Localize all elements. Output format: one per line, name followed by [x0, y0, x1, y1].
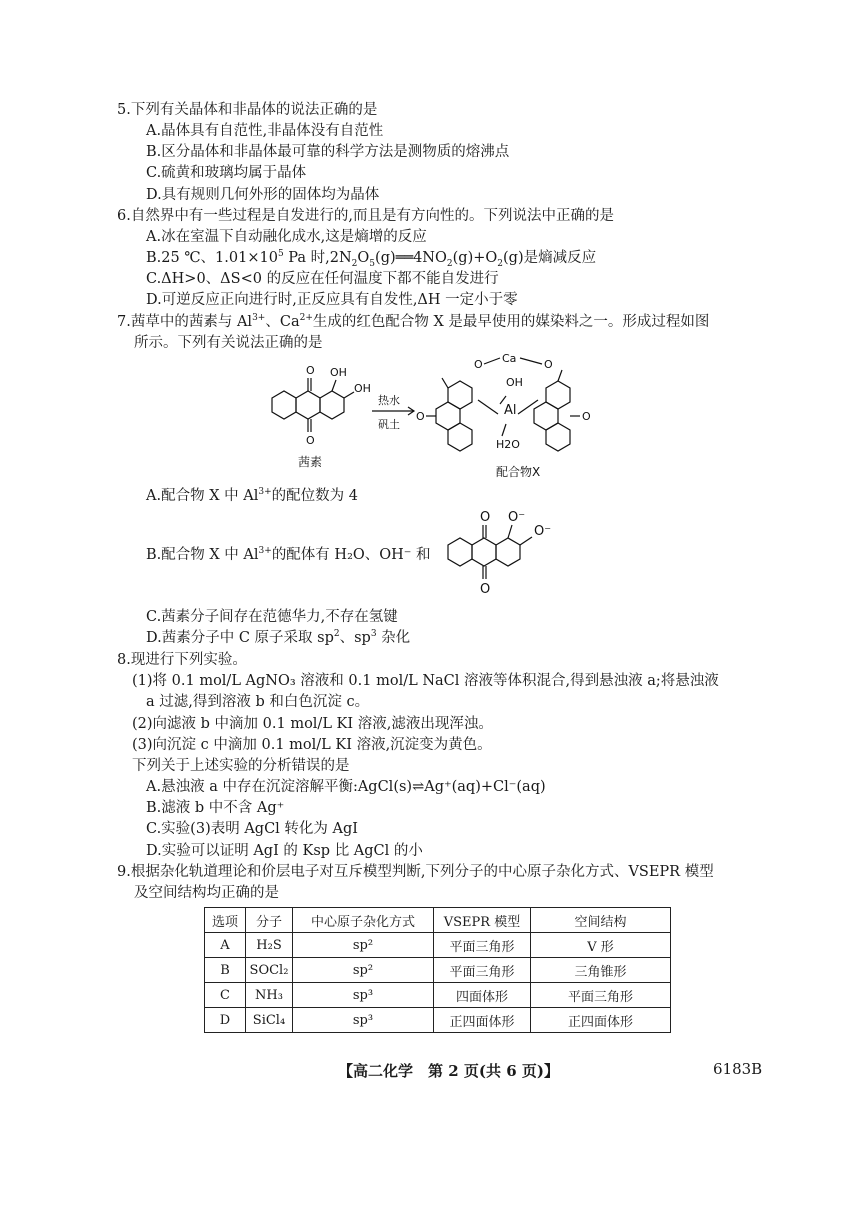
table-row: [205, 983, 671, 1008]
q7-option-a: A.配合物 X 中 $Al^{3+}$的配位数为 4: [146, 487, 358, 504]
table-cell: V 形: [531, 933, 671, 958]
complex-o-ca-left: O: [474, 358, 483, 371]
dianion-oxygen-bottom: O: [480, 582, 491, 597]
alizarin-oxygen-top: O: [306, 364, 315, 377]
table-header-row: [205, 908, 671, 933]
q6-option-c: C.ΔH>0、ΔS<0 的反应在任何温度下都不能自发进行: [146, 271, 499, 287]
table-cell: sp²: [293, 958, 434, 983]
table-header: 中心原子杂化方式: [293, 908, 434, 933]
q6-stem: 6.自然界中有一些过程是自发进行的,而且是有方向性的。下列说法中正确的是: [117, 208, 614, 224]
page-footer: 【高二化学 第 2 页(共 6 页)】: [338, 1062, 559, 1080]
table-cell: 三角锥形: [531, 958, 671, 983]
q7-stem-line1: 7.茜草中的茜素与 $Al^{3+}$、$Ca^{2+}$生成的红色配合物 X 是最早使用的媒染料之一。形成过程如图: [117, 313, 710, 330]
table-cell: 平面三角形: [434, 933, 531, 958]
complex-h2o-ligand: H2O: [496, 438, 520, 451]
q5-option-a: A.晶体具有自范性,非晶体没有自范性: [146, 123, 384, 139]
complex-carbonyl-left: O: [416, 410, 425, 423]
q6-option-d: D.可逆反应正向进行时,正反应具有自发性,ΔH 一定小于零: [146, 292, 518, 308]
q8-step1-line2: a 过滤,得到溶液 b 和白色沉淀 c。: [146, 694, 370, 710]
q5-option-c: C.硫黄和玻璃均属于晶体: [146, 165, 307, 181]
alizarin-ring-right: [320, 391, 344, 419]
alizarin-ring-left: [272, 391, 296, 419]
reagent-bauxite: 矾土: [378, 418, 400, 431]
table-cell: H₂S: [246, 933, 293, 958]
q5-stem: 5.下列有关晶体和非晶体的说法正确的是: [117, 102, 378, 118]
q5-option-b: B.区分晶体和非晶体最可靠的科学方法是测物质的熔沸点: [146, 144, 510, 160]
table-cell: 平面三角形: [531, 983, 671, 1008]
alizarin-reaction-figure: [262, 348, 622, 483]
table-cell: sp³: [293, 1008, 434, 1033]
hybridization-table: [204, 907, 671, 1033]
table-cell: SiCl₄: [246, 1008, 293, 1033]
reagent-hot-water: 热水: [378, 394, 400, 407]
table-cell: sp²: [293, 933, 434, 958]
table-cell: D: [205, 1008, 246, 1033]
table-cell: sp³: [293, 983, 434, 1008]
complex-ca: Ca: [502, 352, 517, 365]
table-row: [205, 958, 671, 983]
q6-option-a: A.冰在室温下自动融化成水,这是熵增的反应: [146, 229, 427, 245]
complex-al: Al: [504, 403, 517, 418]
q7-option-c: C.茜素分子间存在范德华力,不存在氢键: [146, 609, 398, 625]
q8-step3: (3)向沉淀 c 中滴加 0.1 mol/L KI 溶液,沉淀变为黄色。: [132, 737, 492, 753]
table-cell: NH₃: [246, 983, 293, 1008]
complex-o-ca-right: O: [544, 358, 553, 371]
paper-code: 6183B: [713, 1060, 763, 1078]
q7-option-b: B.配合物 X 中 $Al^{3+}$的配体有 H₂O、OH⁻ 和: [146, 546, 431, 563]
table-cell: 正四面体形: [434, 1008, 531, 1033]
q9-stem-line1: 9.根据杂化轨道理论和价层电子对互斥模型判断,下列分子的中心原子杂化方式、VSEPR 模型: [117, 864, 714, 880]
q8-option-a: A.悬浊液 a 中存在沉淀溶解平衡:AgCl(s)⇌Ag⁺(aq)+Cl⁻(aq): [146, 779, 546, 795]
alizarin-oxygen-bottom: O: [306, 434, 315, 447]
q7-option-d: D.茜素分子中 C 原子采取 $sp^2$、$sp^3$ 杂化: [146, 629, 411, 646]
q8-stem: 8.现进行下列实验。: [117, 652, 247, 668]
q7-stem-line2: 所示。下列有关说法正确的是: [134, 335, 323, 351]
table-cell: C: [205, 983, 246, 1008]
q8-step2: (2)向滤液 b 中滴加 0.1 mol/L KI 溶液,滤液出现浑浊。: [132, 716, 493, 732]
q8-option-d: D.实验可以证明 AgI 的 Ksp 比 AgCl 的小: [146, 843, 423, 859]
table-row: [205, 1008, 671, 1033]
complex-oh-ligand: OH: [506, 376, 523, 389]
alizarin-ring-middle: [296, 391, 320, 419]
complex-carbonyl-right: O: [582, 410, 591, 423]
alizarin-label: 茜素: [298, 455, 323, 469]
q6-option-b: B.25 ℃、$1.01\times 10^5$ Pa 时$,2N_2O_5(g)══4NO_2(g)+O_2(g)$是熵减反应: [146, 249, 597, 269]
table-header: 分子: [246, 908, 293, 933]
dianion-oxide-1: O⁻: [508, 510, 526, 525]
alizarin-hydroxyl-2: OH: [354, 382, 371, 395]
q5-option-d: D.具有规则几何外形的固体均为晶体: [146, 187, 380, 203]
table-header: 空间结构: [531, 908, 671, 933]
q8-option-b: B.滤液 b 中不含 Ag⁺: [146, 800, 285, 816]
complex-label: 配合物X: [496, 465, 541, 479]
q8-step1-line1: (1)将 0.1 mol/L AgNO₃ 溶液和 0.1 mol/L NaCl 溶液等体积混合,得到悬浊液 a;将悬浊液: [132, 673, 719, 689]
q9-stem-line2: 及空间结构均正确的是: [134, 885, 279, 901]
table-cell: 平面三角形: [434, 958, 531, 983]
q8-option-c: C.实验(3)表明 AgCl 转化为 AgI: [146, 821, 359, 837]
table-row: [205, 933, 671, 958]
table-cell: SOCl₂: [246, 958, 293, 983]
dianion-oxygen-top: O: [480, 510, 491, 525]
dianion-oxide-2: O⁻: [534, 524, 552, 539]
table-cell: A: [205, 933, 246, 958]
table-cell: 四面体形: [434, 983, 531, 1008]
q8-question: 下列关于上述实验的分析错误的是: [132, 758, 350, 774]
table-cell: 正四面体形: [531, 1008, 671, 1033]
table-cell: B: [205, 958, 246, 983]
alizarin-hydroxyl-1: OH: [330, 366, 347, 379]
table-header: VSEPR 模型: [434, 908, 531, 933]
table-header: 选项: [205, 908, 246, 933]
dianion-structure: [440, 505, 570, 605]
